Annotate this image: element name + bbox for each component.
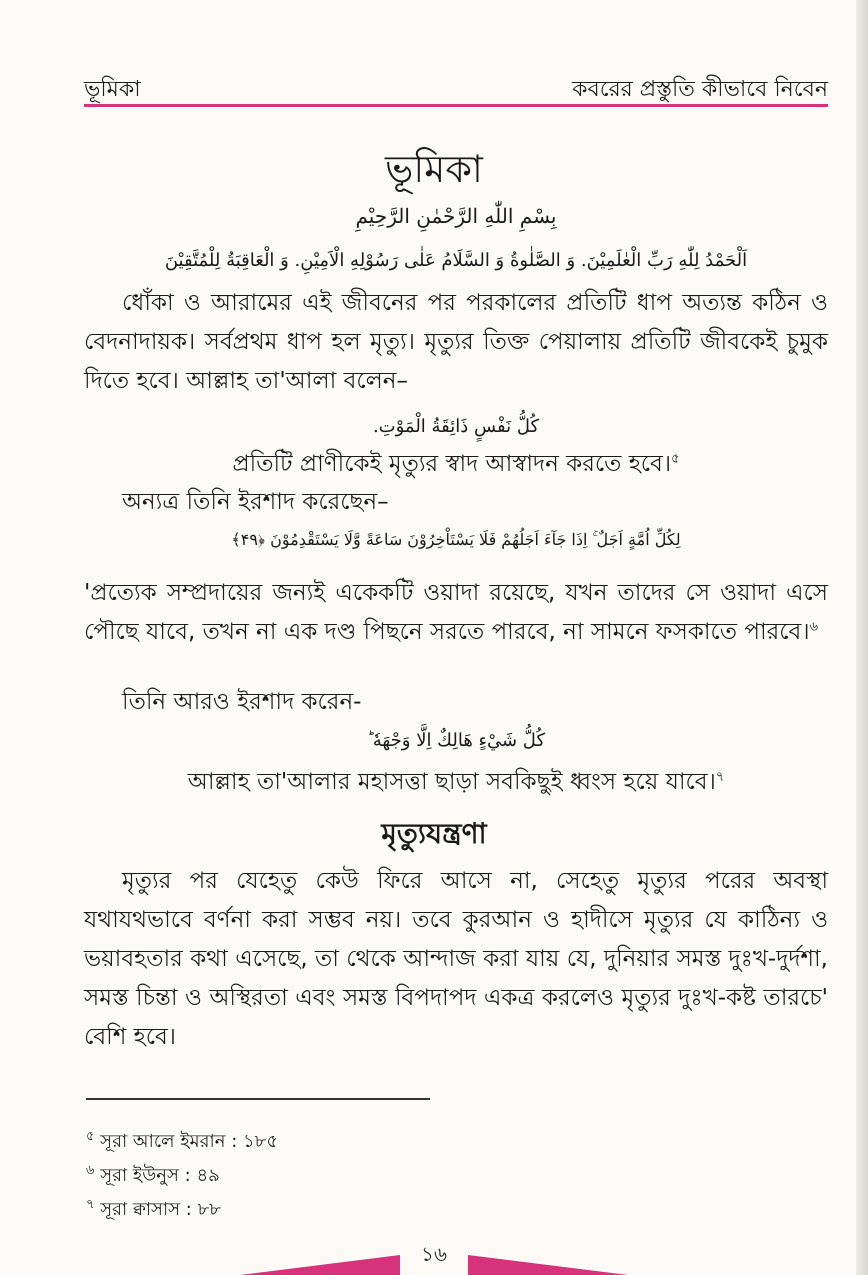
paragraph-death-agony: মৃত্যুর পর যেহেতু কেউ ফিরে আসে না, সেহেতু মৃত্যুর পরের অবস্থা যথাযথভাবে বর্ণনা করা সম্ভব নয়। তবে কুরআন ও হাদীসে মৃত্যুর যে কাঠিন্য ও ভয়াবহতার কথা এসেছে, তা থেকে আন্দাজ করা যায় যে, দুনিয়ার সমস্ত দুঃখ-দুর্দশা, সমস্ত চিন্তা ও অস্থিরতা এবং সমস্ত বিপদাপদ একত্র করলেও মৃত্যুর দুঃখ-কষ্ট তারচে' বেশি হবে। (84, 868, 828, 1050)
footnote-ref-5: ৫ (671, 451, 680, 467)
footnote-rule (86, 1098, 430, 1100)
header-rule (84, 104, 828, 107)
footnote-item (86, 1164, 220, 1188)
arabic-hamd: اَلْحَمْدُ لِلّٰهِ رَبِّ الْعٰلَمِيْنَ. وَ الصَّلٰوةُ وَ السَّلَامُ عَلٰى رَسُوْلِهِ الْاَمِيْنِ. وَ الْعَاقِبَةُ لِلْمُتَّقِيْنَ (164, 250, 748, 271)
header-section-title: ভূমিকা (84, 77, 141, 102)
page-title: ভূমিকা (385, 147, 483, 191)
footnote-ref-7: ৭ (715, 769, 725, 785)
translation-line-1 (84, 446, 828, 482)
footnote-ref-6: ৬ (809, 619, 819, 635)
arabic-ayah-3: كُلُّ شَيْءٍ هَالِكٌ اِلَّا وَجْهَهٗ ؕ (366, 730, 546, 751)
running-header (84, 66, 828, 106)
ornament-right-wing (468, 1255, 628, 1275)
paragraph-intro: ধোঁকা ও আরামের এই জীবনের পর পরকালের প্রতিটি ধাপ অত্যন্ত কঠিন ও বেদনাদায়ক। সর্বপ্রথম ধাপ হল মৃত্যু। মৃত্যুর তিক্ত পেয়ালায় প্রতিটি জীবকেই চুমুক দিতে হবে। আল্লাহ তা'আলা বলেন– (84, 290, 828, 394)
translation-4-text: আল্লাহ তা'আলার মহাসত্তা ছাড়া সবকিছুই ধ্বংস হয়ে যাবে। (187, 769, 716, 795)
footnote-text: সূরা ক্বাসাস : ৮৮ (100, 1199, 221, 1220)
section-heading: মৃত্যুযন্ত্রণা (381, 817, 487, 850)
translation-2-text: 'প্রত্যেক সম্প্রদায়ের জন্যই একেকটি ওয়াদা রয়েছে, যখন তাদের সে ওয়াদা এসে পৌছে যাবে, তখন না এক দণ্ড পিছনে সরতে পারবে, না সামনে ফসকাতে পারবে। (84, 580, 828, 645)
footnote-item (86, 1130, 278, 1154)
translation-line-4 (84, 764, 828, 800)
footnote-item (86, 1198, 221, 1222)
footnote-number: ৭ (86, 1197, 95, 1212)
ornament-left-wing (240, 1255, 400, 1275)
arabic-ayah-2: لِكُلِّ اُمَّةٍ اَجَلٌ ۚ اِذَا جَآءَ اَجَلُهُمْ فَلَا يَسْتَاْخِرُوْنَ سَاعَةً وَّلَا يَسْتَقْدِمُوْنَ ﴿۴۹﴾ (231, 530, 681, 549)
paragraph-translation-2 (84, 574, 828, 652)
page-number: ১৬ (421, 1242, 447, 1266)
footnote-number: ৫ (86, 1129, 95, 1144)
footnote-number: ৬ (86, 1163, 95, 1178)
footnote-text: সূরা আলে ইমরান : ১৮৫ (100, 1131, 279, 1152)
footnote-text: সূরা ইউনুস : ৪৯ (100, 1165, 220, 1186)
arabic-ayah-1: كُلُّ نَفْسٍ ذَائِقَةُ الْمَوْتِ. (372, 416, 540, 437)
text-line-2: অন্যত্র তিনি ইরশাদ করেছেন– (122, 489, 389, 515)
header-book-title: কবরের প্রস্তুতি কীভাবে নিবেন (572, 77, 828, 102)
translation-1-text: প্রতিটি প্রাণীকেই মৃত্যুর স্বাদ আস্বাদন করতে হবে। (232, 451, 672, 477)
text-line-3: তিনি আরও ইরশাদ করেন- (122, 689, 362, 715)
arabic-bismillah: بِسْمِ اللّٰهِ الرَّحْمٰنِ الرَّحِيْمِ (355, 204, 557, 228)
